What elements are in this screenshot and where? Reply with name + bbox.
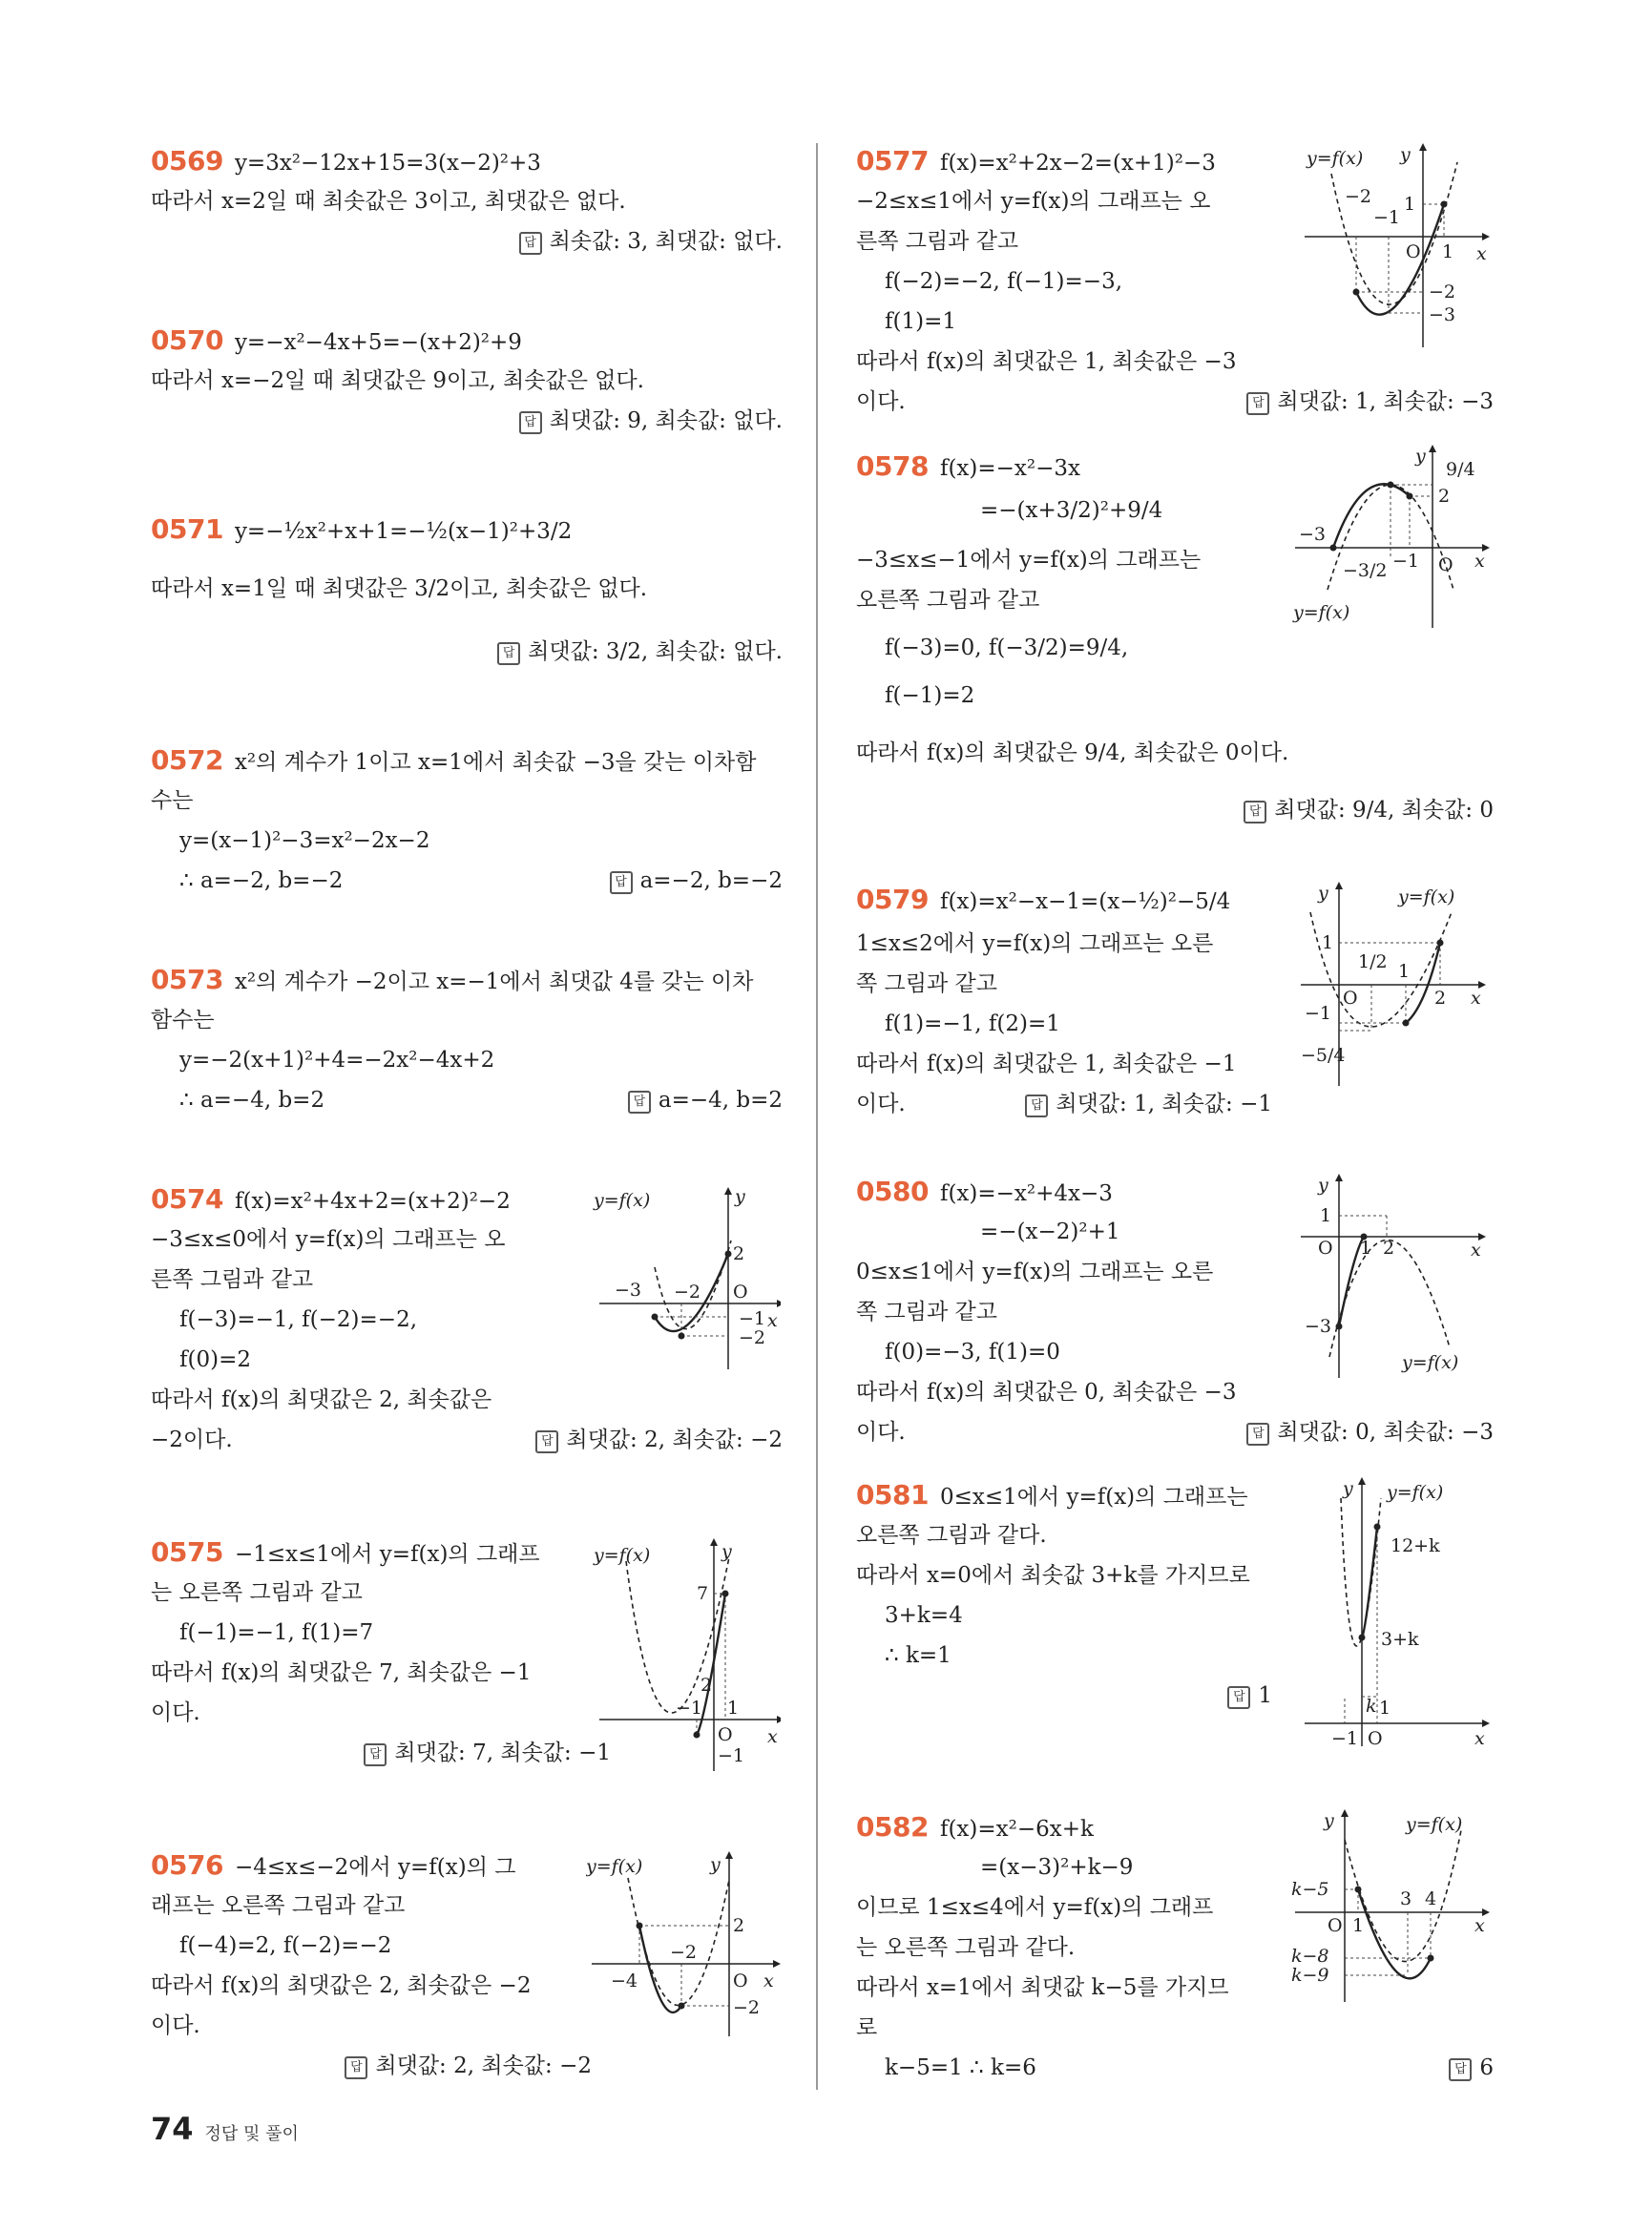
solution-line: =−(x+3/2)²+9/4 — [980, 498, 1163, 523]
axis-label: y — [1324, 1810, 1334, 1831]
tick-label: −2 — [739, 1327, 766, 1348]
page-footer — [151, 2111, 299, 2147]
solution-line: f(x)=x²−x−1=(x−½)²−5/4 — [939, 889, 1231, 914]
solution-line: 따라서 f(x)의 최댓값은 9/4, 최솟값은 0이다. — [856, 740, 1289, 765]
solution-line: 는 오른쪽 그림과 같고 — [151, 1580, 363, 1605]
solution-line: 따라서 f(x)의 최댓값은 2, 최솟값은 — [151, 1387, 492, 1412]
answer-icon: 답 — [519, 232, 542, 255]
page-number: 74 — [151, 2111, 194, 2147]
axis-label: y — [721, 1541, 732, 1562]
answer — [1449, 2052, 1494, 2084]
footer-label: 정답 및 풀이 — [204, 2124, 299, 2144]
answer-icon: 답 — [628, 1091, 651, 1114]
axis-label: x — [767, 1310, 778, 1331]
solution-line: x²의 계수가 −2이고 x=−1에서 최댓값 4를 갖는 이차 — [234, 970, 754, 994]
solution-line: −4≤x≤−2에서 y=f(x)의 그 — [234, 1855, 516, 1880]
solution-line: f(x)=x²−6x+k — [939, 1817, 1094, 1842]
solution-line: 는 오른쪽 그림과 같다. — [856, 1935, 1076, 1960]
origin-label: O — [1438, 554, 1453, 575]
graph-0578 — [1286, 437, 1495, 647]
solution-line: 0≤x≤1에서 y=f(x)의 그래프는 오른 — [856, 1260, 1214, 1284]
graph-label: y=f(x) — [1307, 148, 1364, 169]
solution-line: f(−1)=2 — [885, 683, 975, 708]
tick-label: −2 — [674, 1282, 701, 1303]
solution-line: y=−2(x+1)²+4=−2x²−4x+2 — [179, 1048, 495, 1073]
tick-label: 2 — [733, 1243, 745, 1264]
graph-label: y=f(x) — [594, 1190, 651, 1211]
answer-text: 최댓값: 0, 최솟값: −3 — [1277, 1420, 1494, 1445]
problem-number: 0571 — [151, 513, 223, 545]
solution-line: 3+k=4 — [885, 1603, 963, 1628]
solution-line: −1≤x≤1에서 y=f(x)의 그래프 — [234, 1542, 540, 1567]
axis-label: x — [1471, 988, 1481, 1009]
answer-text: 최댓값: 9, 최솟값: 없다. — [549, 408, 783, 433]
tick-label: −1 — [739, 1308, 766, 1329]
solution-line: 래프는 오른쪽 그림과 같고 — [151, 1893, 406, 1918]
solution-line: 따라서 f(x)의 최댓값은 1, 최솟값은 −1 — [856, 1052, 1237, 1076]
problem-number: 0573 — [151, 964, 223, 995]
solution-line: y=−x²−4x+5=−(x+2)²+9 — [234, 330, 522, 355]
problem-number: 0576 — [151, 1849, 223, 1881]
axis-label: y — [1318, 883, 1328, 904]
tick-label: k−5 — [1291, 1879, 1329, 1900]
answer-icon: 답 — [1449, 2058, 1472, 2081]
answer — [610, 865, 783, 897]
tick-label: −1 — [1305, 1003, 1332, 1024]
graph-label: y=f(x) — [1406, 1814, 1463, 1835]
solution-line: 1≤x≤2에서 y=f(x)의 그래프는 오른 — [856, 931, 1214, 956]
answer — [497, 636, 783, 668]
solution-line: 따라서 x=0에서 최솟값 3+k를 가지므로 — [856, 1563, 1250, 1588]
solution-line: 따라서 x=1일 때 최댓값은 3/2이고, 최솟값은 없다. — [151, 576, 648, 601]
solution-line: f(x)=x²+2x−2=(x+1)²−3 — [939, 151, 1216, 176]
answer — [1246, 386, 1494, 418]
tick-label: −2 — [1429, 281, 1456, 302]
graph-label: y=f(x) — [586, 1856, 643, 1877]
solution-line: f(−2)=−2, f(−1)=−3, — [885, 269, 1123, 294]
axis-label: x — [1476, 243, 1487, 264]
answer — [364, 1737, 611, 1769]
solution-line: f(x)=−x²+4x−3 — [939, 1181, 1113, 1206]
tick-label: 1 — [1352, 1915, 1365, 1936]
tick-label: −5/4 — [1301, 1045, 1346, 1066]
graph-0577 — [1295, 136, 1495, 355]
answer-icon: 답 — [519, 411, 542, 434]
tick-label: −1 — [1392, 551, 1420, 572]
solution-line: 이다. — [856, 1420, 906, 1445]
answer-icon: 답 — [1246, 1423, 1269, 1446]
solution-line: ∴ k=1 — [885, 1643, 951, 1668]
solution-line: 따라서 f(x)의 최댓값은 2, 최솟값은 −2 — [151, 1973, 532, 1998]
tick-label: 1 — [1360, 1238, 1372, 1259]
graph-label: y=f(x) — [1398, 886, 1455, 907]
axis-label: y — [735, 1186, 745, 1207]
solution-line: y=−½x²+x+1=−½(x−1)²+3/2 — [234, 519, 573, 544]
problem-number: 0574 — [151, 1183, 223, 1215]
tick-label: 2 — [733, 1915, 745, 1936]
axis-label: y — [710, 1854, 721, 1875]
tick-label: −3 — [1305, 1316, 1332, 1337]
answer-icon: 답 — [497, 642, 520, 665]
graph-0580 — [1291, 1166, 1495, 1386]
answer-icon: 답 — [535, 1430, 558, 1453]
solution-line: f(0)=−3, f(1)=0 — [885, 1340, 1060, 1365]
answer-icon: 답 — [1025, 1095, 1048, 1117]
tick-label: k−8 — [1291, 1946, 1329, 1967]
answer — [345, 2050, 592, 2082]
solution-line: ∴ a=−4, b=2 — [179, 1088, 325, 1113]
tick-label: 2 — [1434, 988, 1447, 1009]
answer — [1227, 1679, 1272, 1712]
solution-line: f(x)=−x²−3x — [939, 456, 1080, 481]
answer-text: 1 — [1258, 1683, 1272, 1708]
problem-number: 0580 — [856, 1176, 929, 1207]
solution-line: f(−3)=0, f(−3/2)=9/4, — [885, 636, 1129, 660]
solution-line: x²의 계수가 1이고 x=1에서 최솟값 −3을 갖는 이차함 — [234, 750, 757, 775]
problem-number: 0577 — [856, 145, 929, 177]
solution-line: 함수는 — [151, 1008, 215, 1032]
answer-text: 최댓값: 1, 최솟값: −1 — [1056, 1092, 1272, 1116]
answer — [1244, 794, 1494, 826]
axis-label: x — [1474, 551, 1485, 572]
solution-line: f(−3)=−1, f(−2)=−2, — [179, 1307, 418, 1332]
graph-0575 — [590, 1533, 781, 1781]
solution-line: f(1)=1 — [885, 309, 956, 334]
axis-label: y — [1415, 446, 1426, 467]
answer — [535, 1424, 783, 1456]
answer-text: 최댓값: 9/4, 최솟값: 0 — [1274, 798, 1494, 823]
tick-label: −1 — [1331, 1728, 1359, 1749]
answer-text: 최댓값: 7, 최솟값: −1 — [394, 1741, 611, 1765]
answer-icon: 답 — [1227, 1686, 1250, 1709]
tick-label: 2 — [701, 1675, 713, 1696]
answer-icon: 답 — [1246, 392, 1269, 415]
solution-line: 른쪽 그림과 같고 — [151, 1267, 314, 1292]
graph-0581 — [1286, 1470, 1495, 1756]
solution-line: 0≤x≤1에서 y=f(x)의 그래프는 — [939, 1485, 1248, 1510]
graph-0576 — [586, 1845, 781, 2046]
origin-label: O — [1328, 1915, 1343, 1936]
tick-label: −3 — [615, 1280, 642, 1301]
solution-line: y=(x−1)²−3=x²−2x−2 — [179, 828, 430, 853]
tick-label: 1 — [727, 1698, 740, 1719]
answer-icon: 답 — [364, 1743, 387, 1766]
tick-label: 12+k — [1391, 1535, 1440, 1556]
solution-line: −2이다. — [151, 1428, 233, 1452]
graph-label: y=f(x) — [1293, 602, 1350, 623]
answer-text: 최댓값: 2, 최솟값: −2 — [566, 1428, 783, 1452]
solution-line: 오른쪽 그림과 같다. — [856, 1523, 1047, 1548]
axis-label: x — [767, 1726, 778, 1747]
axis-label: y — [1400, 144, 1411, 165]
tick-label: 4 — [1425, 1888, 1437, 1909]
solution-line: y=3x²−12x+15=3(x−2)²+3 — [234, 151, 541, 176]
answer — [1025, 1088, 1272, 1120]
axis-label: x — [1471, 1240, 1481, 1261]
tick-label: 1 — [1404, 194, 1416, 215]
answer-icon: 답 — [610, 871, 633, 894]
solution-line: 이다. — [151, 2013, 200, 2038]
answer-icon: 답 — [345, 2056, 367, 2079]
solution-line: f(−4)=2, f(−2)=−2 — [179, 1933, 392, 1958]
problem-number: 0575 — [151, 1536, 223, 1568]
answer-text: 최댓값: 1, 최솟값: −3 — [1277, 389, 1494, 414]
axis-label: y — [1318, 1175, 1328, 1196]
tick-label: 1 — [1442, 241, 1454, 262]
solution-line: 이므로 1≤x≤4에서 y=f(x)의 그래프 — [856, 1895, 1214, 1920]
problem-number: 0579 — [856, 884, 929, 915]
problem-number: 0578 — [856, 450, 929, 482]
tick-label: −2 — [1345, 186, 1372, 207]
solution-line: 따라서 x=2일 때 최솟값은 3이고, 최댓값은 없다. — [151, 189, 626, 214]
tick-label: −3 — [1429, 304, 1456, 325]
column-divider — [816, 143, 818, 2090]
solution-line: −2≤x≤1에서 y=f(x)의 그래프는 오 — [856, 189, 1211, 214]
answer-icon: 답 — [1244, 801, 1266, 824]
tick-label: −1 — [718, 1745, 745, 1766]
tick-label: 3 — [1400, 1888, 1412, 1909]
graph-label: y=f(x) — [1387, 1482, 1444, 1503]
axis-label: x — [1474, 1915, 1485, 1936]
tick-label: −2 — [733, 1997, 761, 2018]
origin-label: O — [733, 1282, 748, 1303]
origin-label: O — [733, 1970, 748, 1991]
solution-line: 따라서 x=1에서 최댓값 k−5를 가지므 — [856, 1975, 1229, 2000]
solution-line: f(x)=x²+4x+2=(x+2)²−2 — [234, 1189, 511, 1214]
solution-line: −3≤x≤0에서 y=f(x)의 그래프는 오 — [151, 1227, 506, 1252]
problem-number: 0569 — [151, 145, 223, 177]
tick-label: −1 — [676, 1698, 703, 1719]
tick-label: 1 — [1379, 1698, 1391, 1719]
solution-line: 쪽 그림과 같고 — [856, 971, 997, 996]
tick-label: 1 — [1322, 932, 1334, 953]
origin-label: O — [1368, 1728, 1383, 1749]
tick-label: −3/2 — [1343, 560, 1388, 581]
solution-line: k−5=1 ∴ k=6 — [885, 2055, 1036, 2080]
tick-label: −3 — [1299, 524, 1327, 545]
problem-number: 0582 — [856, 1811, 929, 1843]
graph-0582 — [1286, 1802, 1495, 2012]
answer — [628, 1084, 783, 1116]
tick-label: 1 — [1320, 1205, 1332, 1226]
solution-line: 수는 — [151, 788, 194, 813]
tick-label: 1 — [1398, 961, 1411, 982]
problem-number: 0581 — [856, 1479, 929, 1511]
tick-label: 9/4 — [1446, 459, 1475, 480]
solution-line: 따라서 f(x)의 최댓값은 7, 최솟값은 −1 — [151, 1660, 532, 1685]
answer-text: 6 — [1479, 2055, 1494, 2080]
tick-label: k−9 — [1291, 1965, 1329, 1986]
graph-label: y=f(x) — [594, 1545, 651, 1566]
problem-number: 0572 — [151, 744, 223, 776]
tick-label: k — [1366, 1696, 1377, 1717]
solution-line: =−(x−2)²+1 — [980, 1220, 1120, 1244]
answer-text: 최댓값: 2, 최솟값: −2 — [375, 2054, 592, 2078]
solution-line: f(1)=−1, f(2)=1 — [885, 1011, 1060, 1036]
answer-text: a=−2, b=−2 — [639, 868, 783, 893]
solution-line: 로 — [856, 2015, 878, 2040]
solution-line: −3≤x≤−1에서 y=f(x)의 그래프는 — [856, 548, 1202, 573]
origin-label: O — [1343, 988, 1358, 1009]
solution-line: 이다. — [151, 1700, 200, 1725]
solution-line: 른쪽 그림과 같고 — [856, 229, 1019, 254]
tick-label: 1/2 — [1358, 951, 1388, 972]
solution-line: =(x−3)²+k−9 — [980, 1855, 1134, 1880]
solution-line: 오른쪽 그림과 같고 — [856, 588, 1040, 613]
graph-label: y=f(x) — [1402, 1352, 1459, 1373]
answer-text: 최댓값: 3/2, 최솟값: 없다. — [528, 639, 783, 664]
tick-label: 2 — [1438, 486, 1451, 507]
solution-line: 따라서 f(x)의 최댓값은 0, 최솟값은 −3 — [856, 1380, 1237, 1405]
origin-label: O — [1318, 1238, 1333, 1259]
solution-line: f(−1)=−1, f(1)=7 — [179, 1620, 374, 1645]
tick-label: −2 — [670, 1942, 698, 1963]
solution-line: 따라서 f(x)의 최댓값은 1, 최솟값은 −3 — [856, 349, 1237, 374]
answer-text: 최솟값: 3, 최댓값: 없다. — [549, 229, 783, 254]
tick-label: 3+k — [1381, 1629, 1419, 1650]
solution-line: 이다. — [856, 1092, 906, 1116]
graph-0574 — [590, 1183, 781, 1374]
solution-line: 이다. — [856, 389, 906, 414]
answer — [519, 225, 783, 258]
tick-label: −1 — [1373, 207, 1401, 228]
axis-label: y — [1343, 1478, 1353, 1499]
solution-line: 따라서 x=−2일 때 최댓값은 9이고, 최솟값은 없다. — [151, 368, 644, 393]
problem-number: 0570 — [151, 324, 223, 356]
solution-line: f(0)=2 — [179, 1347, 251, 1372]
origin-label: O — [718, 1724, 733, 1745]
solution-line: 쪽 그림과 같고 — [856, 1300, 997, 1324]
origin-label: O — [1406, 241, 1421, 262]
tick-label: −4 — [611, 1970, 638, 1991]
answer-text: a=−4, b=2 — [658, 1088, 783, 1113]
axis-label: x — [1474, 1728, 1485, 1749]
tick-label: 7 — [697, 1583, 709, 1604]
tick-label: 2 — [1383, 1238, 1395, 1259]
axis-label: x — [763, 1970, 774, 1991]
graph-0579 — [1291, 874, 1495, 1094]
solution-line: ∴ a=−2, b=−2 — [179, 868, 344, 893]
answer — [519, 405, 783, 437]
answer — [1246, 1416, 1494, 1449]
